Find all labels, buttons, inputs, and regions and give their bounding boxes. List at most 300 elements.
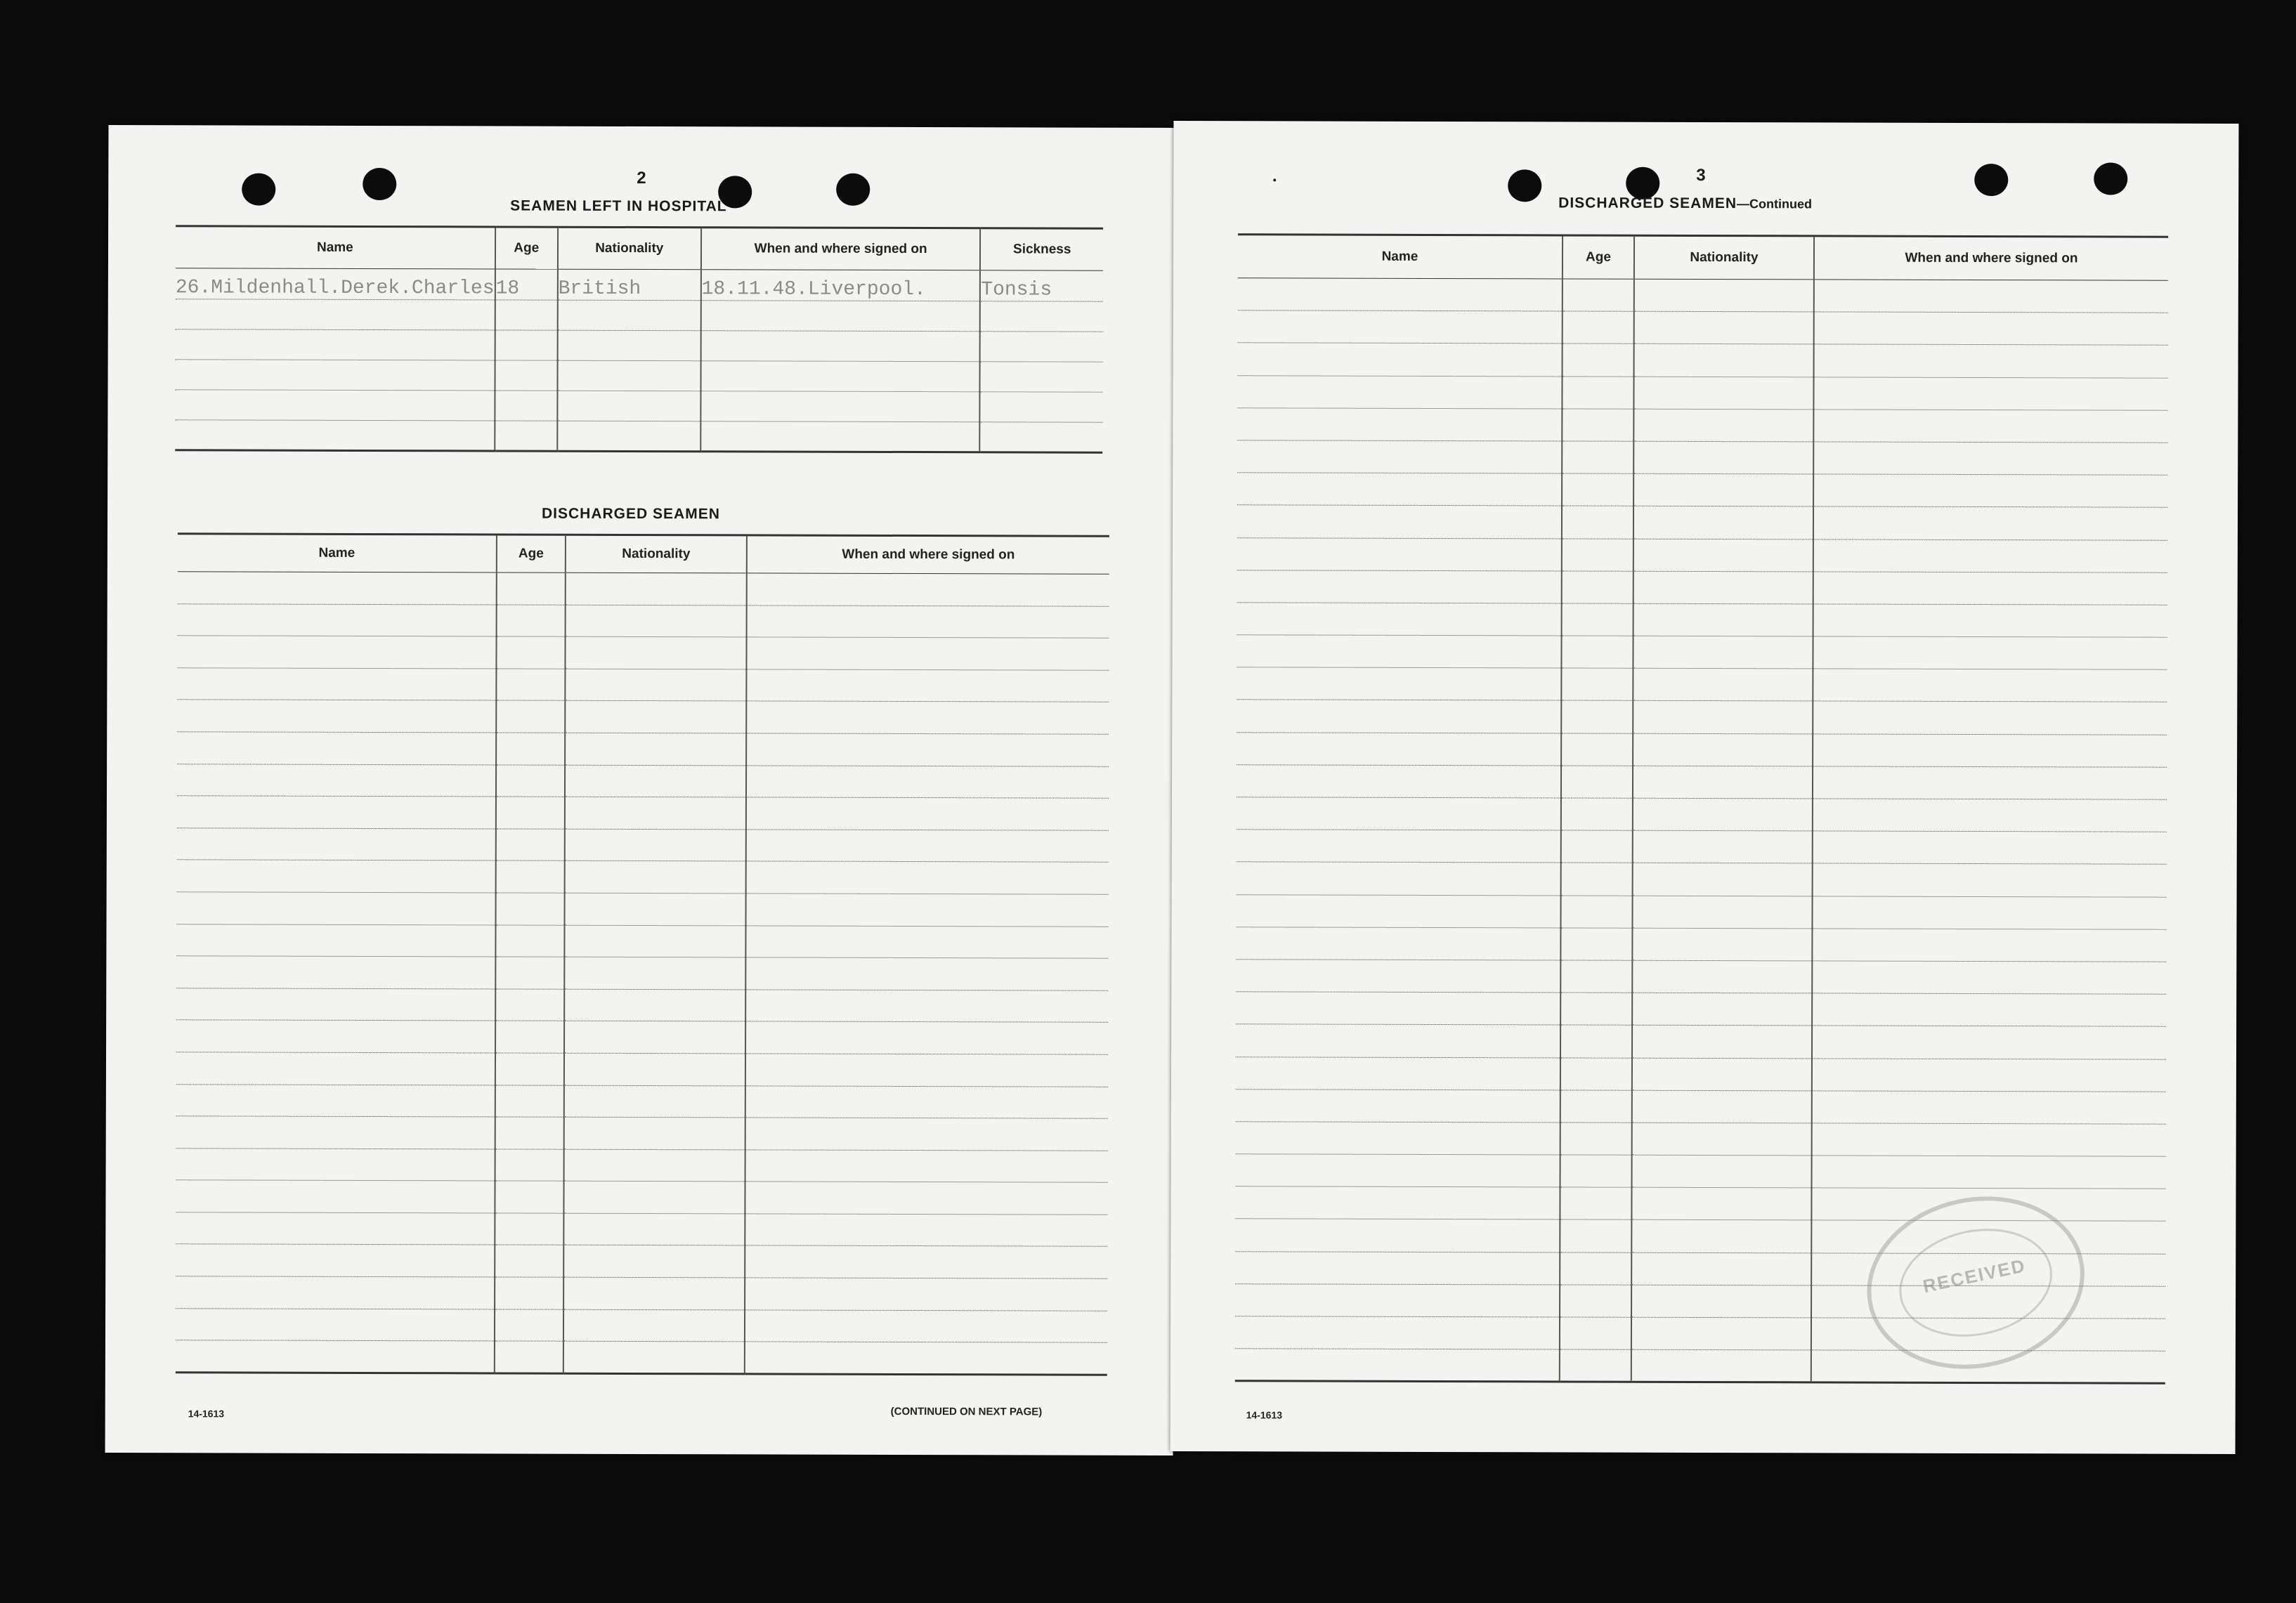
- cell-name: [176, 299, 495, 330]
- right-page: [1170, 121, 2239, 1454]
- table-row: [177, 732, 1109, 766]
- blank-cell: [176, 1020, 495, 1053]
- cell-age: [495, 391, 557, 421]
- table-row: [1236, 1024, 2166, 1059]
- blank-cell: [1560, 1187, 1631, 1219]
- blank-cell: [177, 668, 496, 701]
- blank-cell: [563, 1309, 745, 1342]
- blank-cell: [495, 1213, 563, 1245]
- blank-cell: [1235, 1284, 1560, 1317]
- table-row: [1237, 440, 2167, 476]
- cell-nationality: [557, 360, 700, 391]
- discharged-section-title: DISCHARGED SEAMEN: [542, 505, 720, 523]
- table-row: [177, 636, 1109, 670]
- blank-cell: [1560, 1219, 1631, 1252]
- blank-cell: [176, 1244, 495, 1277]
- blank-cell: [176, 1180, 495, 1213]
- table-row: [175, 360, 1102, 392]
- blank-cell: [1813, 572, 2167, 606]
- blank-cell: [496, 861, 565, 893]
- table-row: [176, 1276, 1107, 1311]
- blank-cell: [1237, 375, 1562, 408]
- blank-cell: [1561, 668, 1633, 700]
- blank-cell: [1237, 700, 1561, 733]
- blank-cell: [563, 1277, 745, 1309]
- blank-cell: [177, 700, 496, 733]
- blank-cell: [1560, 1090, 1632, 1123]
- blank-cell: [495, 1149, 564, 1182]
- cell-age: [495, 360, 557, 391]
- blank-cell: [1561, 863, 1633, 895]
- blank-cell: [747, 605, 1109, 638]
- blank-cell: [745, 1310, 1107, 1343]
- column-header-signed-on: When and where signed on: [1814, 236, 2168, 280]
- cell-nationality: British: [558, 269, 701, 301]
- blank-cell: [1633, 733, 1813, 766]
- blank-cell: [1236, 992, 1560, 1025]
- blank-cell: [1812, 1091, 2166, 1125]
- blank-cell: [1814, 280, 2168, 313]
- blank-cell: [1813, 506, 2167, 540]
- blank-cell: [563, 1245, 745, 1278]
- blank-cell: [176, 1212, 495, 1245]
- blank-cell: [1812, 1058, 2166, 1092]
- blank-cell: [1560, 896, 1632, 928]
- blank-cell: [1236, 894, 1560, 927]
- punch-hole: [1974, 164, 2008, 196]
- blank-cell: [178, 572, 497, 605]
- blank-cell: [1238, 310, 1563, 344]
- cell-sickness: [980, 332, 1103, 362]
- blank-cell: [1813, 863, 2167, 897]
- blank-cell: [1634, 311, 1814, 344]
- blank-cell: [1236, 1154, 1560, 1187]
- blank-cell: [746, 637, 1109, 670]
- table-row: [176, 1148, 1108, 1182]
- blank-cell: [1632, 1026, 1812, 1059]
- table-row: [1236, 992, 2166, 1027]
- blank-cell: [565, 669, 746, 701]
- table-row: [1237, 700, 2167, 735]
- table-row: [178, 603, 1109, 638]
- blank-cell: [1237, 797, 1561, 830]
- blank-cell: [497, 605, 566, 637]
- table-row: [177, 796, 1109, 830]
- blank-cell: [177, 732, 496, 765]
- blank-cell: [1633, 473, 1813, 506]
- blank-cell: [1237, 505, 1562, 538]
- table-row: [1236, 1089, 2166, 1124]
- blank-cell: [1237, 765, 1561, 798]
- blank-cell: [564, 1085, 745, 1118]
- blank-cell: [1813, 734, 2167, 768]
- table-row: [176, 1116, 1108, 1151]
- cell-signed-on: [700, 331, 980, 362]
- blank-cell: [1632, 1155, 1812, 1188]
- blank-cell: [176, 1084, 495, 1117]
- blank-cell: [1632, 960, 1812, 993]
- cell-signed-on: 18.11.48.Liverpool.: [701, 270, 981, 301]
- blank-cell: [1560, 1285, 1631, 1317]
- blank-cell: [564, 925, 745, 957]
- blank-cell: [497, 572, 566, 605]
- blank-cell: [1814, 344, 2168, 378]
- table-row: [1237, 408, 2167, 443]
- blank-cell: [1632, 896, 1812, 929]
- table-row: [176, 1308, 1107, 1342]
- column-header-age: Age: [1563, 235, 1634, 279]
- blank-cell: [495, 989, 564, 1021]
- blank-cell: [746, 861, 1109, 894]
- blank-cell: [1237, 635, 1561, 668]
- blank-cell: [496, 636, 565, 669]
- blank-cell: [1633, 539, 1813, 572]
- table-row: [1236, 1056, 2166, 1092]
- page-number: 3: [1696, 165, 1706, 185]
- punch-hole: [242, 174, 275, 206]
- blank-cell: [176, 956, 495, 989]
- blank-cell: [1633, 798, 1813, 831]
- cell-signed-on: [700, 421, 980, 452]
- cell-nationality: [557, 300, 700, 331]
- blank-cell: [176, 1276, 495, 1309]
- blank-cell: [496, 700, 565, 733]
- cell-name: 26.Mildenhall.Derek.Charles: [176, 268, 495, 300]
- blank-cell: [177, 796, 496, 829]
- blank-cell: [1813, 442, 2167, 476]
- blank-cell: [1238, 278, 1563, 311]
- blank-cell: [747, 573, 1109, 606]
- blank-cell: [1561, 636, 1633, 668]
- blank-cell: [496, 765, 565, 797]
- blank-cell: [746, 830, 1109, 863]
- blank-cell: [1236, 1024, 1560, 1057]
- blank-cell: [1237, 440, 1562, 473]
- blank-cell: [566, 572, 747, 605]
- blank-cell: [1560, 1057, 1632, 1090]
- blank-cell: [1634, 279, 1814, 312]
- blank-cell: [745, 1214, 1107, 1247]
- blank-cell: [1631, 1285, 1811, 1318]
- table-row: [1236, 894, 2166, 929]
- table-row: [176, 892, 1108, 927]
- blank-cell: [1560, 1252, 1631, 1285]
- blank-cell: [1237, 667, 1561, 700]
- cell-sickness: [980, 422, 1103, 452]
- blank-cell: [177, 636, 496, 669]
- ink-mark: [1273, 178, 1276, 181]
- title-text: DISCHARGED SEAMEN: [1558, 195, 1737, 212]
- table-row: [177, 700, 1109, 734]
- blank-cell: [495, 1309, 563, 1342]
- table-row: [1238, 310, 2168, 346]
- blank-cell: [495, 1117, 564, 1149]
- blank-cell: [1237, 603, 1562, 636]
- blank-cell: [495, 1245, 563, 1277]
- blank-cell: [746, 669, 1109, 702]
- blank-cell: [1632, 993, 1812, 1026]
- blank-cell: [495, 1277, 563, 1309]
- blank-cell: [745, 1278, 1107, 1311]
- blank-cell: [1560, 928, 1632, 960]
- blank-cell: [746, 733, 1109, 766]
- table-row: [176, 1020, 1108, 1054]
- table-row: [1237, 797, 2167, 832]
- blank-cell: [1812, 929, 2166, 962]
- blank-cell: [177, 764, 496, 797]
- blank-cell: [1812, 1026, 2166, 1059]
- blank-cell: [495, 924, 564, 957]
- table-row: [176, 956, 1108, 990]
- blank-cell: [745, 1054, 1108, 1087]
- blank-cell: [1813, 669, 2167, 702]
- blank-cell: [1237, 862, 1561, 895]
- blank-cell: [565, 701, 746, 733]
- blank-cell: [1560, 1123, 1632, 1155]
- hospital-section-title: SEAMEN LEFT IN HOSPITAL: [510, 197, 727, 215]
- column-header-age: Age: [497, 535, 566, 572]
- blank-cell: [565, 829, 746, 861]
- blank-cell: [1813, 410, 2167, 443]
- blank-cell: [745, 990, 1108, 1023]
- table-row: [176, 924, 1108, 958]
- cell-sickness: Tonsis: [980, 270, 1103, 301]
- blank-cell: [1631, 1220, 1811, 1253]
- blank-cell: [1632, 1058, 1812, 1091]
- blank-cell: [746, 765, 1109, 798]
- blank-cell: [565, 733, 746, 765]
- blank-cell: [1633, 603, 1813, 636]
- blank-cell: [1813, 604, 2167, 638]
- blank-cell: [1633, 377, 1813, 410]
- blank-cell: [1633, 441, 1813, 474]
- blank-cell: [1237, 732, 1561, 765]
- table-row: [176, 1084, 1108, 1118]
- cell-name: [175, 360, 495, 391]
- blank-cell: [1631, 1317, 1811, 1350]
- blank-cell: [565, 636, 746, 669]
- blank-cell: [1236, 1056, 1560, 1090]
- blank-cell: [178, 603, 497, 636]
- table-row: [1238, 343, 2168, 378]
- table-row: [1237, 667, 2167, 702]
- blank-cell: [1236, 927, 1560, 960]
- table-row: [175, 420, 1102, 452]
- cell-name: [175, 390, 495, 421]
- column-header-name: Name: [1238, 235, 1563, 279]
- cell-age: 18: [495, 269, 558, 300]
- table-row: [176, 1052, 1108, 1087]
- blank-cell: [1563, 279, 1634, 311]
- column-header-signed-on: When and where signed on: [701, 228, 981, 270]
- blank-cell: [495, 893, 564, 925]
- discharged-continued-title: [1558, 195, 1812, 212]
- stamp-text: RECEIVED: [1921, 1255, 2028, 1297]
- cell-nationality: [557, 421, 700, 452]
- punch-hole: [2094, 162, 2127, 195]
- table-row: [1238, 278, 2168, 313]
- blank-cell: [1237, 830, 1561, 863]
- table-row: [176, 1180, 1107, 1215]
- cell-nationality: [557, 330, 700, 361]
- blank-cell: [1812, 1156, 2166, 1189]
- table-row: [1236, 1122, 2166, 1157]
- blank-cell: [496, 733, 565, 765]
- title-suffix: —Continued: [1737, 197, 1813, 211]
- blank-cell: [1562, 603, 1633, 636]
- blank-cell: [495, 1341, 563, 1373]
- table-row: [1237, 603, 2167, 638]
- cell-signed-on: [700, 391, 980, 422]
- column-header-sickness: Sickness: [980, 228, 1103, 270]
- blank-cell: [1561, 830, 1633, 863]
- blank-cell: [176, 1148, 495, 1181]
- blank-cell: [1633, 830, 1813, 863]
- blank-cell: [1560, 1025, 1632, 1057]
- table-row: [1237, 862, 2167, 897]
- cell-sickness: [980, 392, 1103, 422]
- blank-cell: [1560, 993, 1632, 1025]
- blank-cell: [176, 892, 495, 925]
- blank-cell: [1813, 799, 2167, 832]
- blank-cell: [1560, 1155, 1632, 1187]
- table-row: [1237, 732, 2167, 767]
- table-row: [177, 764, 1109, 798]
- cell-signed-on: [700, 361, 980, 392]
- blank-cell: [496, 669, 565, 701]
- blank-cell: [1560, 960, 1632, 993]
- cell-nationality: [557, 391, 700, 421]
- table-row: [176, 1340, 1107, 1375]
- blank-cell: [1235, 1219, 1560, 1252]
- blank-cell: [176, 924, 495, 957]
- table-row: [1236, 1154, 2166, 1189]
- blank-cell: [1633, 863, 1813, 896]
- blank-cell: [1813, 636, 2167, 670]
- table-row: [177, 668, 1109, 702]
- blank-cell: [495, 1021, 564, 1053]
- blank-cell: [745, 925, 1108, 958]
- cell-age: [495, 330, 557, 360]
- blank-cell: [1812, 961, 2166, 995]
- blank-cell: [1633, 506, 1813, 539]
- blank-cell: [1812, 896, 2166, 929]
- blank-cell: [564, 893, 745, 925]
- cell-age: [495, 300, 557, 330]
- blank-cell: [1561, 766, 1633, 798]
- blank-cell: [1632, 1123, 1812, 1156]
- table-row: [175, 390, 1102, 422]
- column-header-nationality: Nationality: [1634, 235, 1814, 280]
- table-row: [176, 268, 1103, 301]
- blank-cell: [1813, 701, 2167, 735]
- blank-cell: [563, 1341, 745, 1373]
- cell-signed-on: [700, 301, 980, 332]
- table-row: [1236, 927, 2166, 962]
- blank-cell: [176, 1308, 495, 1341]
- blank-cell: [1633, 668, 1813, 701]
- blank-cell: [1563, 311, 1634, 344]
- blank-cell: [495, 1053, 564, 1085]
- blank-cell: [745, 957, 1108, 990]
- blank-cell: [745, 1118, 1108, 1151]
- left-page: [105, 125, 1177, 1455]
- blank-cell: [1237, 570, 1562, 603]
- blank-cell: [176, 1340, 495, 1373]
- blank-cell: [1563, 344, 1634, 376]
- blank-cell: [565, 861, 746, 894]
- table-row: [176, 988, 1108, 1022]
- blank-cell: [1632, 1090, 1812, 1123]
- punch-hole: [363, 168, 396, 200]
- table-row: [1237, 473, 2167, 508]
- column-header-nationality: Nationality: [566, 535, 747, 573]
- table-row: [176, 299, 1103, 332]
- cell-name: [175, 420, 495, 451]
- blank-cell: [746, 797, 1109, 830]
- blank-cell: [1562, 506, 1633, 538]
- blank-cell: [1237, 537, 1562, 570]
- table-row: [176, 329, 1103, 362]
- blank-cell: [1236, 1089, 1560, 1122]
- blank-cell: [1812, 993, 2166, 1027]
- blank-cell: [1633, 766, 1813, 799]
- blank-cell: [1633, 571, 1813, 604]
- cell-name: [176, 329, 495, 360]
- blank-cell: [1634, 344, 1814, 377]
- blank-cell: [176, 1116, 495, 1149]
- cell-sickness: [980, 301, 1103, 332]
- blank-cell: [745, 1182, 1107, 1215]
- blank-cell: [564, 957, 745, 989]
- blank-cell: [1814, 312, 2168, 346]
- blank-cell: [1631, 1349, 1811, 1382]
- blank-cell: [1562, 441, 1633, 473]
- form-code: 14-1613: [188, 1408, 225, 1420]
- blank-cell: [1633, 409, 1813, 442]
- column-header-nationality: Nationality: [558, 227, 701, 270]
- blank-cell: [745, 1085, 1108, 1118]
- blank-cell: [745, 1021, 1108, 1054]
- table-row: [177, 860, 1109, 894]
- blank-cell: [1633, 636, 1813, 669]
- blank-cell: [563, 1213, 745, 1245]
- blank-cell: [566, 605, 747, 637]
- table-row: [177, 828, 1109, 863]
- blank-cell: [1813, 766, 2167, 800]
- blank-cell: [564, 1149, 745, 1182]
- blank-cell: [177, 828, 496, 861]
- table-row: [1237, 505, 2167, 540]
- blank-cell: [1237, 473, 1562, 506]
- blank-cell: [1631, 1187, 1811, 1220]
- column-header-signed-on: When and where signed on: [747, 535, 1109, 574]
- blank-cell: [1633, 701, 1813, 734]
- blank-cell: [1561, 733, 1633, 766]
- blank-cell: [176, 1052, 495, 1085]
- blank-cell: [177, 860, 496, 893]
- blank-cell: [1562, 538, 1633, 570]
- table-row: [1237, 635, 2167, 670]
- blank-cell: [1560, 1317, 1631, 1349]
- column-header-name: Name: [178, 534, 497, 572]
- blank-cell: [564, 1053, 745, 1085]
- table-row: [1237, 375, 2167, 410]
- blank-cell: [563, 1181, 745, 1213]
- blank-cell: [1235, 1349, 1560, 1382]
- blank-cell: [564, 1117, 745, 1149]
- blank-cell: [1632, 928, 1812, 961]
